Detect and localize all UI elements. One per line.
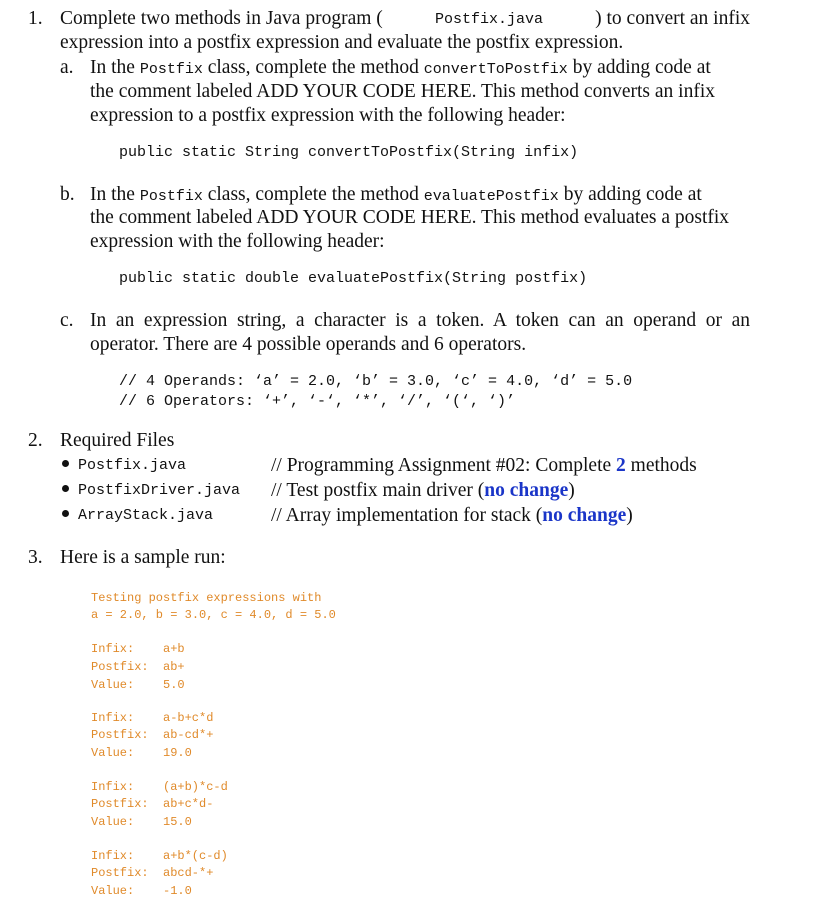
- q1a-code-header: public static String convertToPostfix(String infix): [119, 144, 579, 161]
- q1b-code-class: Postfix: [139, 188, 203, 205]
- postfix-value: ab+: [163, 660, 185, 674]
- postfix-label: Postfix:: [91, 866, 149, 880]
- q1b-text: In the: [90, 184, 140, 205]
- file-comment-post: ): [568, 480, 575, 501]
- q1-number: 1.: [28, 8, 43, 29]
- q1b-code-method: evaluatePostfix: [423, 188, 559, 205]
- file-comment: [271, 454, 697, 478]
- infix-value: a-b+c*d: [163, 711, 214, 725]
- postfix-label: Postfix:: [91, 728, 149, 742]
- file-list-item: [62, 506, 213, 524]
- q1-line1-code: Postfix.java: [434, 11, 543, 28]
- q1a-text: In the: [90, 57, 140, 78]
- bullet-icon: [62, 485, 69, 492]
- infix-label: Infix:: [91, 780, 135, 794]
- q1c-operands: // 4 Operands: ‘a’ = 2.0, ‘b’ = 3.0, ‘c’ = 4.0, ‘d’ = 5.0: [119, 373, 633, 390]
- file-comment-highlight: no change: [484, 480, 569, 501]
- file-comment-highlight: no change: [542, 505, 627, 526]
- q1b-text-post: by adding code at: [558, 184, 702, 205]
- file-comment: [271, 479, 575, 503]
- q1b-text-mid: class, complete the method: [202, 184, 424, 205]
- value-value: -1.0: [163, 884, 192, 898]
- value-label: Value:: [91, 884, 135, 898]
- q1-line2: expression into a postfix expression and evaluate the postfix expression.: [60, 32, 624, 53]
- file-comment-post: methods: [625, 455, 697, 476]
- q1a-code-method: convertToPostfix: [423, 61, 568, 78]
- q1-line1-pre: Complete two methods in Java program (: [60, 8, 383, 29]
- q1c-line2: operator. There are 4 possible operands and 6 operators.: [90, 334, 527, 355]
- q1a-code-class: Postfix: [139, 61, 203, 78]
- q1a-text-mid: class, complete the method: [202, 57, 424, 78]
- q2-title: Required Files: [60, 430, 175, 451]
- q1a-letter: a.: [60, 57, 74, 78]
- file-name: Postfix.java: [78, 457, 187, 474]
- q1-line1-post: ) to convert an infix: [595, 8, 750, 29]
- postfix-label: Postfix:: [91, 797, 149, 811]
- postfix-label: Postfix:: [91, 660, 149, 674]
- file-comment-highlight: 2: [616, 455, 626, 476]
- q1c-line1: In an expression string, a character is a token. A token can an operand or an: [90, 310, 750, 331]
- infix-value: (a+b)*c-d: [163, 780, 228, 794]
- infix-label: Infix:: [91, 849, 135, 863]
- infix-value: a+b: [163, 642, 185, 656]
- bullet-icon: [62, 510, 69, 517]
- value-label: Value:: [91, 746, 135, 760]
- value-value: 5.0: [163, 678, 185, 692]
- postfix-value: abcd-*+: [163, 866, 214, 880]
- file-comment: [271, 504, 633, 528]
- file-comment-text: // Array implementation for stack (: [271, 505, 543, 526]
- q1c-letter: c.: [60, 310, 74, 331]
- infix-label: Infix:: [91, 642, 135, 656]
- value-label: Value:: [91, 678, 135, 692]
- q1a-line2: the comment labeled ADD YOUR CODE HERE. This method converts an infix: [90, 81, 715, 102]
- postfix-value: ab+c*d-: [163, 797, 214, 811]
- file-name: PostfixDriver.java: [78, 482, 241, 499]
- q1a-line1: [90, 56, 711, 82]
- value-label: Value:: [91, 815, 135, 829]
- file-name: ArrayStack.java: [78, 507, 214, 524]
- value-value: 19.0: [163, 746, 192, 760]
- postfix-value: ab-cd*+: [163, 728, 214, 742]
- q1b-code-header: public static double evaluatePostfix(String postfix): [119, 270, 588, 287]
- q1b-letter: b.: [60, 184, 75, 205]
- file-comment-text: // Test postfix main driver (: [271, 480, 485, 501]
- q1c-operators: // 6 Operators: ‘+’, ‘-‘, ‘*’, ‘/’, ‘(‘, ‘)’: [119, 393, 516, 410]
- q1b-line3: expression with the following header:: [90, 231, 385, 252]
- file-list-item: [62, 456, 186, 474]
- file-comment-post: ): [626, 505, 633, 526]
- bullet-icon: [62, 460, 69, 467]
- q1a-line3: expression to a postfix expression with the following header:: [90, 105, 566, 126]
- q1a-text-post: by adding code at: [567, 57, 711, 78]
- value-value: 15.0: [163, 815, 192, 829]
- file-list-item: [62, 481, 240, 499]
- q3-title: Here is a sample run:: [60, 547, 226, 568]
- infix-label: Infix:: [91, 711, 135, 725]
- q1b-line2: the comment labeled ADD YOUR CODE HERE. This method evaluates a postfix: [90, 207, 730, 228]
- q3-number: 3.: [28, 547, 43, 568]
- q2-number: 2.: [28, 430, 43, 451]
- q1-line1: [60, 7, 750, 31]
- file-comment-text: // Programming Assignment #02: Complete: [271, 455, 617, 476]
- sample-run-vars: a = 2.0, b = 3.0, c = 4.0, d = 5.0: [91, 608, 336, 622]
- infix-value: a+b*(c-d): [163, 849, 228, 863]
- sample-run-header: Testing postfix expressions with: [91, 591, 322, 605]
